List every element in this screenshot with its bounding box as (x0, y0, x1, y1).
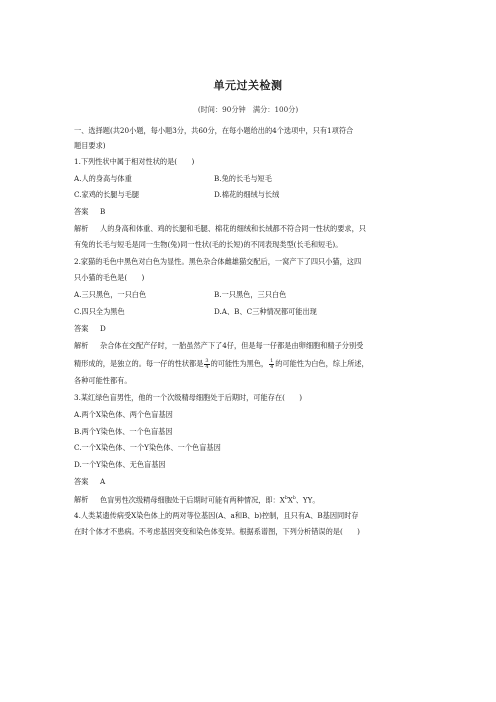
analysis-text: 精形成的，是独立的。每一仔的性状都是 (74, 359, 204, 368)
analysis-text: 人的身高和体重、鸡的长腿和毛腿、棉花的细绒和长绒都不符合同一性状的要求，只 (100, 224, 366, 233)
q2-analysis-line2 (74, 357, 369, 371)
q1-analysis-line1 (74, 224, 366, 234)
q3-option-c: C.一个X染色体、一个Y染色体、一个色盲基因 (74, 443, 221, 452)
fraction-denominator: 4 (205, 363, 209, 370)
analysis-text: 色盲男性次级精母细胞处于后期时可能有两种情况，即：X (100, 495, 285, 505)
page-title: 单元过关检测 (213, 79, 283, 92)
answer-value: D (100, 324, 106, 333)
q1-option-b: B.兔的长毛与短毛 (214, 174, 272, 183)
q1-option-a: A.人的身高与体重 (74, 174, 132, 183)
analysis-label: 解析 (74, 495, 89, 505)
answer-value: A (100, 477, 106, 486)
q1-stem: 1.下列性状中属于相对性状的是( ) (74, 157, 195, 166)
fraction-three-quarters (204, 359, 209, 370)
q2-option-c: C.四只全为黑色 (74, 307, 125, 316)
q2-analysis-line3: 各种可能性都有。 (74, 376, 132, 385)
q3-option-d: D.一个Y染色体、无色盲基因 (74, 460, 166, 469)
exam-time-and-score: (时间：90分钟 满分：100分) (197, 105, 299, 114)
q2-stem-line1: 2.家猫的毛色中黑色对白色为显性。黑色杂合体雌雄猫交配后，一窝产下了四只小猫，这四 (74, 257, 362, 266)
q3-answer (74, 477, 105, 487)
superscript-b: b (284, 496, 288, 501)
answer-label: 答案 (74, 207, 89, 216)
q2-analysis-line1 (74, 341, 363, 351)
analysis-text: X (287, 495, 293, 505)
q1-option-d: D.棉花的细绒与长绒 (214, 190, 280, 199)
q3-stem: 3.某红绿色盲男性，他的一个次级精母细胞处于后期时，可能存在( ) (74, 393, 303, 402)
fraction-denominator: 4 (270, 363, 274, 370)
q4-stem-line2: 在时个体才不患病。不考虑基因突变和染色体变异。根据系谱图，下列分析错误的是( ) (74, 527, 360, 536)
section-heading-line1: 一、选择题(共20小题，每小题3分，共60分，在每小题给出的4个选项中，只有1项符合 (74, 126, 354, 135)
section-heading-line2: 题目要求) (74, 141, 106, 150)
q1-answer (74, 207, 105, 217)
analysis-label: 解析 (74, 224, 89, 233)
q1-option-c: C.家鸡的长腿与毛腿 (74, 190, 140, 199)
analysis-text: 杂合体在交配产仔时，一胎虽然产下了4仔，但是每一仔都是由卵细胞和精子分别受 (100, 341, 364, 350)
q3-option-b: B.两个Y染色体、一个色盲基因 (74, 427, 173, 436)
analysis-text: 、YY。 (295, 495, 320, 505)
fraction-numerator: 1 (270, 357, 274, 364)
fraction-one-quarter (269, 359, 274, 370)
q2-option-d: D.A、B、C三种情况都可能出现 (214, 307, 317, 316)
q3-option-a: A.两个X染色体、两个色盲基因 (74, 410, 173, 419)
q2-option-a: A.三只黑色，一只白色 (74, 290, 147, 299)
superscript-b: b (292, 496, 296, 501)
analysis-text: 的可能性为黑色， (210, 359, 269, 368)
answer-label: 答案 (74, 324, 89, 333)
q1-analysis-line2: 有兔的长毛与短毛是同一生物(兔)同一性状(毛的长短)的不同表现类型(长毛和短毛)。 (74, 240, 343, 249)
q3-analysis (74, 494, 320, 505)
analysis-text: 的可能性为白色，综上所述， (275, 359, 369, 368)
answer-label: 答案 (74, 477, 89, 486)
fraction-numerator: 3 (205, 357, 209, 364)
q2-answer (74, 324, 106, 334)
q4-stem-line1: 4.人类某遗传病受X染色体上的两对等位基因(A、a和B、b)控制，且只有A、B基因同时存 (74, 511, 359, 520)
q2-option-b: B.一只黑色，三只白色 (214, 290, 287, 299)
analysis-label: 解析 (74, 341, 89, 350)
answer-value: B (100, 207, 106, 216)
q2-stem-line2: 只小猫的毛色是( ) (74, 273, 145, 282)
